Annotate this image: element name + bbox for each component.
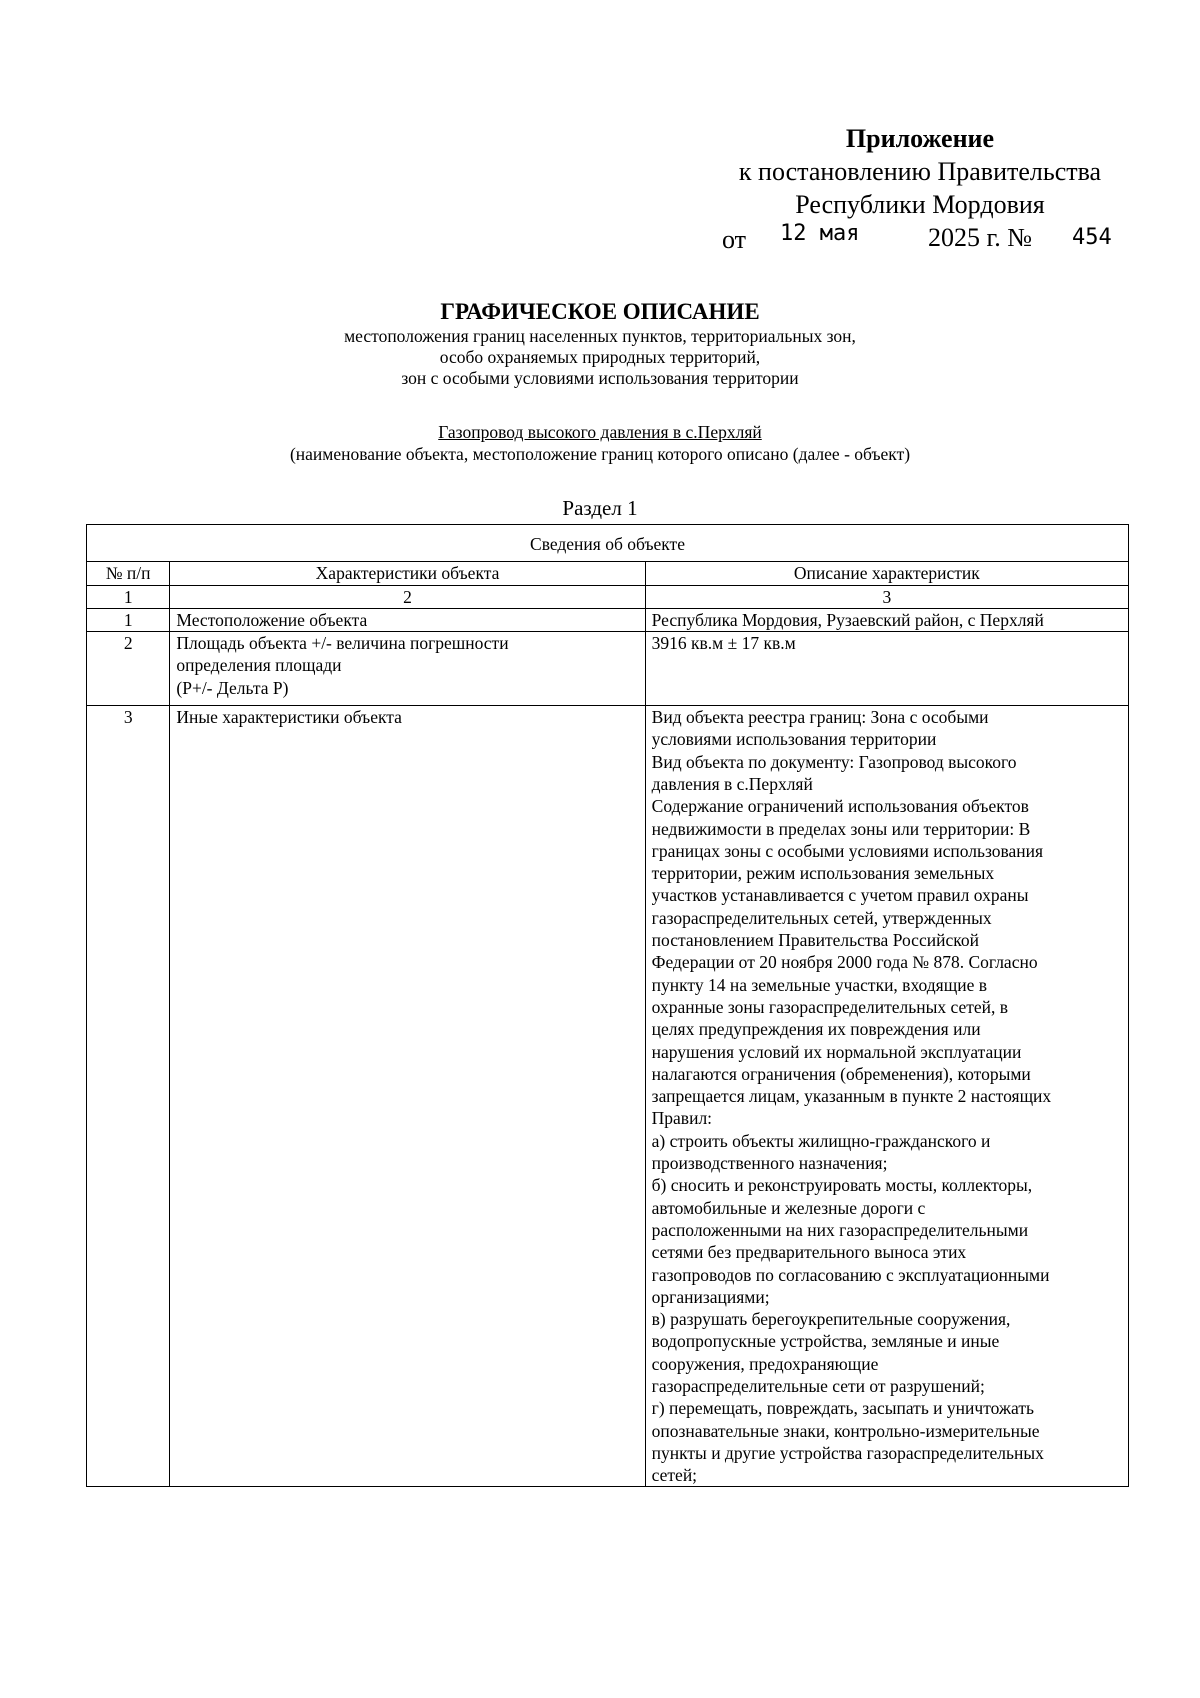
row-description	[645, 632, 1128, 706]
title-sub-line: местоположения границ населенных пунктов, территориальных зон,	[344, 326, 856, 346]
text-line: определения площади	[176, 655, 342, 676]
text-line: Содержание ограничений использования объектов	[651, 796, 1029, 817]
text-line: организациями;	[651, 1286, 770, 1307]
text-line: территории, режим использования земельных	[651, 863, 995, 884]
text-line: 3916 кв.м ± 17 кв.м	[651, 633, 796, 654]
text-line: Вид объекта по документу: Газопровод высокого	[651, 751, 1017, 772]
text-line: Федерации от 20 ноября 2000 года № 878. Согласно	[651, 952, 1038, 973]
appendix-line-2: Республики Мордовия	[795, 190, 1045, 219]
text-line: условиями использования территории	[651, 729, 937, 750]
title-main: ГРАФИЧЕСКОЕ ОПИСАНИЕ	[440, 299, 760, 324]
row-description	[645, 706, 1128, 1487]
object-block	[0, 421, 1200, 465]
header-number: № п/п	[87, 562, 170, 585]
colnum-1: 1	[87, 585, 170, 608]
text-line: участков устанавливается с учетом правил охраны	[651, 885, 1029, 906]
text-line: опознавательные знаки, контрольно-измерительные	[651, 1420, 1040, 1441]
text-line: давления в с.Перхляй	[651, 773, 813, 794]
row-number: 1	[87, 608, 170, 631]
table-header-row	[87, 562, 1129, 585]
text-line: охранные зоны газораспределительных сетей, в	[651, 996, 1009, 1017]
text-line: запрещается лицам, указанным в пункте 2 настоящих	[651, 1086, 1052, 1107]
section-title: Раздел 1	[562, 496, 638, 520]
row-description	[645, 608, 1128, 631]
text-line: Площадь объекта +/- величина погрешности	[176, 633, 509, 654]
text-line: (Р+/- Дельта Р)	[176, 677, 289, 698]
text-line: Республика Мордовия, Рузаевский район, с Перхляй	[651, 609, 1044, 630]
row-number: 2	[87, 632, 170, 706]
text-line: Правил:	[651, 1108, 713, 1129]
header-description: Описание характеристик	[645, 562, 1128, 585]
text-line: б) сносить и реконструировать мосты, коллекторы,	[651, 1175, 1033, 1196]
text-line: недвижимости в пределах зоны или территории: В	[651, 818, 1031, 839]
row-characteristic	[170, 608, 645, 631]
table-caption-row	[87, 525, 1129, 562]
text-line: сетями без предварительного выноса этих	[651, 1242, 967, 1263]
text-line: газораспределительных сетей, утвержденных	[651, 907, 992, 928]
text-line: границах зоны с особыми условиями использования	[651, 840, 1044, 861]
text-line: Вид объекта реестра границ: Зона с особыми	[651, 707, 989, 728]
text-line: пункты и другие устройства газораспределительных	[651, 1442, 1044, 1463]
appendix-dateline	[700, 221, 1140, 257]
date-day-month: 12 мая	[780, 221, 860, 246]
text-line: сетей;	[651, 1465, 698, 1486]
table-colnum-row	[87, 585, 1129, 608]
title-sub-line: зон с особыми условиями использования территории	[401, 368, 799, 388]
table-row	[87, 632, 1129, 706]
title-sub-line: особо охраняемых природных территорий,	[439, 347, 761, 367]
text-line: производственного назначения;	[651, 1153, 888, 1174]
appendix-header	[700, 122, 1140, 257]
text-line: пункту 14 на земельные участки, входящие в	[651, 974, 987, 995]
table-row	[87, 608, 1129, 631]
text-line: Местоположение объекта	[176, 609, 368, 630]
text-line: целях предупреждения их повреждения или	[651, 1019, 981, 1040]
text-line: г) перемещать, повреждать, засыпать и уничтожать	[651, 1398, 1034, 1419]
date-prefix: от	[722, 225, 747, 254]
document-title	[0, 298, 1200, 389]
text-line: сооружения, предохраняющие	[651, 1353, 879, 1374]
text-line: газопроводов по согласованию с эксплуатационными	[651, 1264, 1050, 1285]
text-line: постановлением Правительства Российской	[651, 930, 979, 951]
object-name: Газопровод высокого давления в с.Перхляй	[438, 422, 762, 442]
object-info-table	[86, 524, 1129, 1487]
colnum-2: 2	[170, 585, 645, 608]
row-characteristic	[170, 632, 645, 706]
table-row	[87, 706, 1129, 1487]
appendix-heading: Приложение	[845, 124, 995, 153]
table-caption: Сведения об объекте	[87, 525, 1129, 562]
text-line: водопропускные устройства, земляные и иные	[651, 1331, 1000, 1352]
appendix-line-1: к постановлению Правительства	[738, 157, 1102, 186]
text-line: налагаются ограничения (обременения), которыми	[651, 1063, 1031, 1084]
object-caption: (наименование объекта, местоположение границ которого описано (далее - объект)	[289, 444, 911, 464]
date-year: 2025 г. №	[928, 223, 1033, 252]
title-subtitle	[0, 326, 1200, 389]
text-line: газораспределительные сети от разрушений;	[651, 1375, 985, 1396]
row-number: 3	[87, 706, 170, 1487]
header-characteristic: Характеристики объекта	[170, 562, 645, 585]
text-line: автомобильные и железные дороги с	[651, 1197, 926, 1218]
document-number: 454	[1072, 225, 1112, 250]
colnum-3: 3	[645, 585, 1128, 608]
text-line: расположенными на них газораспределительными	[651, 1219, 1029, 1240]
text-line: а) строить объекты жилищно-гражданского и	[651, 1130, 991, 1151]
row-characteristic	[170, 706, 645, 1487]
text-line: нарушения условий их нормальной эксплуатации	[651, 1041, 1022, 1062]
text-line: Иные характеристики объекта	[176, 707, 402, 728]
text-line: в) разрушать берегоукрепительные сооружения,	[651, 1309, 1011, 1330]
